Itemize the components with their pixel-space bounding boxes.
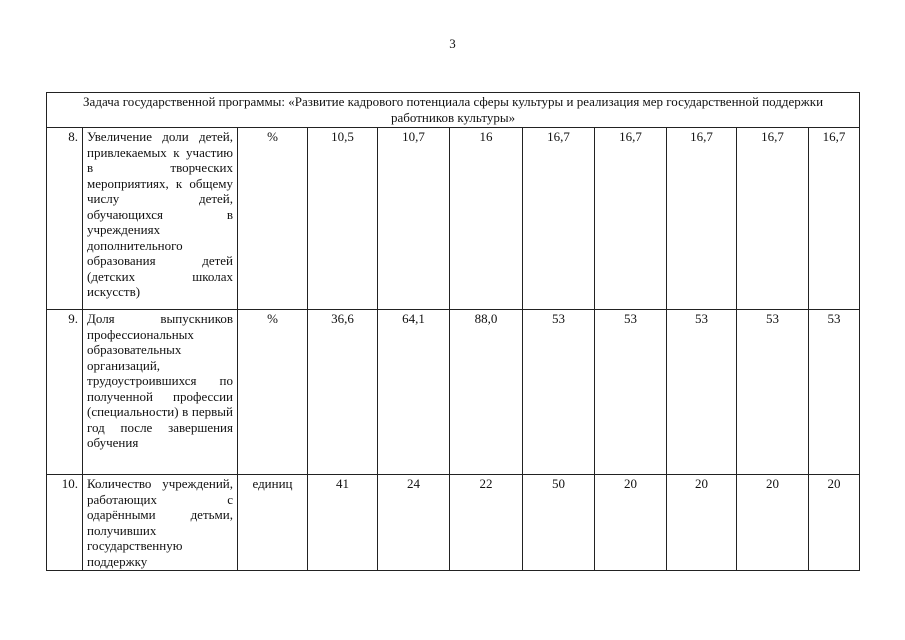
indicator-description: Количество учреждений, работающих с одарёнными детьми, получивших государственную поддержку	[83, 475, 238, 571]
indicator-description: Увеличение доли детей, привлекаемых к участию в творческих мероприятиях, к общему числу детей, обучающихся в учреждениях дополнительного образования детей (детских школах искусств)	[83, 128, 238, 310]
row-number: 8.	[47, 128, 83, 310]
value-cell: 10,7	[378, 128, 450, 310]
value-cell: 64,1	[378, 310, 450, 475]
value-cell: 16,7	[523, 128, 595, 310]
value-cell: 20	[595, 475, 667, 571]
unit-cell: %	[238, 310, 308, 475]
value-cell: 16,7	[667, 128, 737, 310]
value-cell: 41	[308, 475, 378, 571]
value-cell: 22	[450, 475, 523, 571]
value-cell: 20	[667, 475, 737, 571]
value-cell: 88,0	[450, 310, 523, 475]
value-cell: 50	[523, 475, 595, 571]
row-number: 9.	[47, 310, 83, 475]
value-cell: 53	[809, 310, 860, 475]
indicator-description: Доля выпускников профессиональных образовательных организаций, трудоустроившихся по полученной профессии (специальности) в первый год после завершения обучения	[83, 310, 238, 475]
value-cell: 53	[595, 310, 667, 475]
table-row	[47, 128, 860, 310]
row-number: 10.	[47, 475, 83, 571]
value-cell: 16,7	[595, 128, 667, 310]
table-row	[47, 475, 860, 571]
value-cell: 20	[809, 475, 860, 571]
value-cell: 20	[737, 475, 809, 571]
indicators-table	[46, 92, 860, 571]
value-cell: 36,6	[308, 310, 378, 475]
value-cell: 10,5	[308, 128, 378, 310]
value-cell: 16,7	[737, 128, 809, 310]
unit-cell: единиц	[238, 475, 308, 571]
table-row	[47, 310, 860, 475]
value-cell: 53	[667, 310, 737, 475]
task-header-row	[47, 93, 860, 128]
task-header: Задача государственной программы: «Развитие кадрового потенциала сферы культуры и реализация мер государственной поддержки работников культуры»	[47, 93, 860, 128]
value-cell: 16,7	[809, 128, 860, 310]
unit-cell: %	[238, 128, 308, 310]
value-cell: 16	[450, 128, 523, 310]
page-number: 3	[449, 36, 456, 51]
value-cell: 53	[737, 310, 809, 475]
value-cell: 53	[523, 310, 595, 475]
value-cell: 24	[378, 475, 450, 571]
